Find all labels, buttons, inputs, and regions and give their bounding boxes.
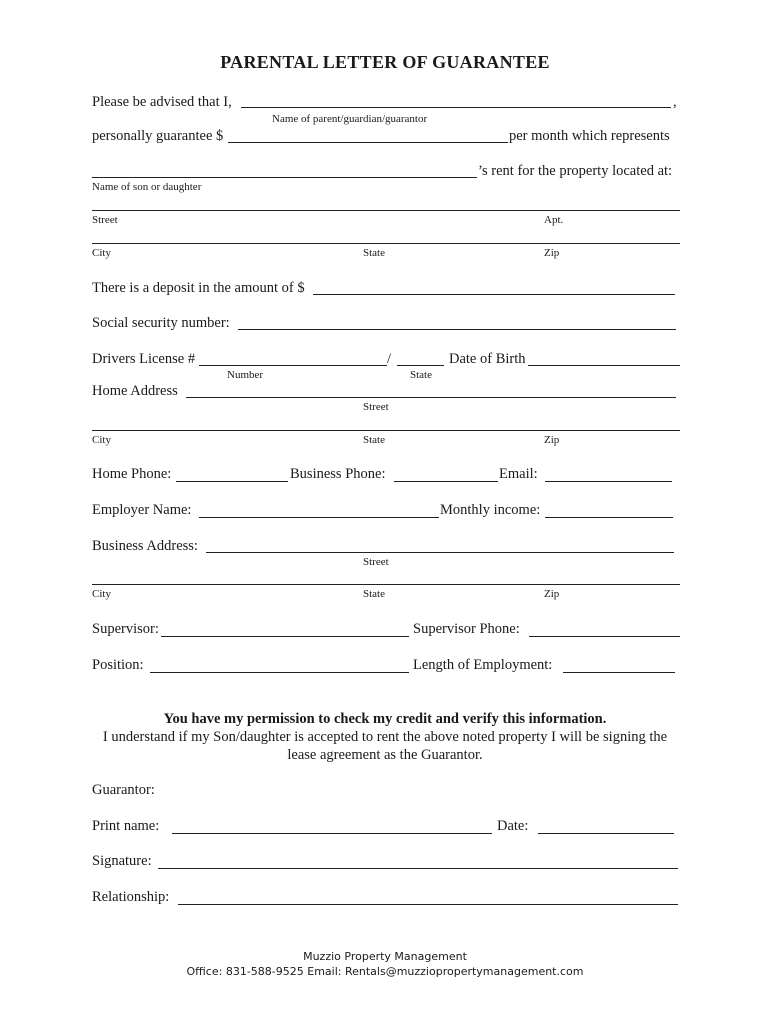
footer-contact: Office: 831-588-9525 Email: Rentals@muzziopropertymanagement.com (186, 965, 584, 978)
home-address-label: Home Address (92, 383, 178, 399)
advised-label: Please be advised that I, (92, 94, 232, 110)
property-street-caption: Street (92, 214, 118, 226)
employment-length-label: Length of Employment: (413, 657, 553, 673)
position-field[interactable] (150, 672, 409, 673)
business-state-caption: State (363, 588, 385, 600)
date-field[interactable] (538, 833, 674, 834)
property-apt-caption: Apt. (544, 214, 564, 226)
employment-length-field[interactable] (563, 672, 675, 673)
guarantor-label: Guarantor: (92, 782, 155, 798)
email-field[interactable] (545, 481, 672, 482)
comma-text: , (673, 94, 677, 110)
guarantee-label: personally guarantee $ (92, 128, 224, 144)
home-phone-label: Home Phone: (92, 466, 172, 482)
license-state-field[interactable] (397, 365, 444, 366)
print-name-label: Print name: (92, 818, 160, 834)
property-street-field[interactable] (92, 210, 680, 211)
business-phone-field[interactable] (394, 481, 498, 482)
license-number-field[interactable] (199, 365, 387, 366)
license-label: Drivers License # (92, 351, 196, 367)
business-phone-label: Business Phone: (290, 466, 386, 482)
rent-for-label: ’s rent for the property located at: (478, 163, 673, 179)
business-address-label: Business Address: (92, 538, 198, 554)
monthly-income-label: Monthly income: (440, 502, 541, 518)
understanding-line: I understand if my Son/daughter is accepted to rent the above noted property I will be signing the (102, 729, 668, 745)
ssn-field[interactable] (238, 329, 676, 330)
parent-name-caption: Name of parent/guardian/guarantor (272, 113, 428, 125)
supervisor-phone-field[interactable] (529, 636, 680, 637)
home-street-caption: Street (363, 401, 389, 413)
rent-amount-field[interactable] (228, 142, 508, 143)
property-city-caption: City (92, 247, 111, 259)
property-city-field[interactable] (92, 243, 680, 244)
deposit-field[interactable] (313, 294, 675, 295)
home-city-field[interactable] (92, 430, 680, 431)
ssn-label: Social security number: (92, 315, 230, 331)
son-name-field[interactable] (92, 177, 477, 178)
signature-field[interactable] (158, 868, 678, 869)
supervisor-phone-label: Supervisor Phone: (413, 621, 520, 637)
form-title: PARENTAL LETTER OF GUARANTEE (220, 52, 550, 72)
business-city-caption: City (92, 588, 111, 600)
relationship-field[interactable] (178, 904, 678, 905)
business-zip-caption: Zip (544, 588, 560, 600)
signature-label: Signature: (92, 853, 152, 869)
supervisor-field[interactable] (161, 636, 409, 637)
print-name-field[interactable] (172, 833, 492, 834)
home-state-caption: State (363, 434, 385, 446)
property-zip-caption: Zip (544, 247, 560, 259)
license-number-caption: Number (227, 369, 264, 381)
date-label: Date: (497, 818, 529, 834)
relationship-label: Relationship: (92, 889, 170, 905)
lease-agreement-line: lease agreement as the Guarantor. (287, 747, 483, 763)
home-city-caption: City (92, 434, 111, 446)
per-month-label: per month which represents (509, 128, 670, 144)
business-street-field[interactable] (206, 552, 674, 553)
footer-company: Muzzio Property Management (303, 950, 467, 963)
parent-name-field[interactable] (241, 107, 671, 108)
license-state-caption: State (410, 369, 432, 381)
son-name-caption: Name of son or daughter (92, 181, 202, 193)
business-city-field[interactable] (92, 584, 680, 585)
supervisor-label: Supervisor: (92, 621, 159, 637)
license-slash: / (387, 351, 392, 367)
monthly-income-field[interactable] (545, 517, 673, 518)
dob-field[interactable] (528, 365, 680, 366)
employer-name-label: Employer Name: (92, 502, 192, 518)
employer-name-field[interactable] (199, 517, 439, 518)
property-state-caption: State (363, 247, 385, 259)
permission-statement: You have my permission to check my credit and verify this information. (163, 711, 607, 727)
home-zip-caption: Zip (544, 434, 560, 446)
position-label: Position: (92, 657, 144, 673)
email-label: Email: (499, 466, 538, 482)
business-street-caption: Street (363, 556, 389, 568)
dob-label: Date of Birth (449, 351, 526, 367)
home-phone-field[interactable] (176, 481, 288, 482)
deposit-label: There is a deposit in the amount of $ (92, 280, 305, 296)
home-street-field[interactable] (186, 397, 676, 398)
